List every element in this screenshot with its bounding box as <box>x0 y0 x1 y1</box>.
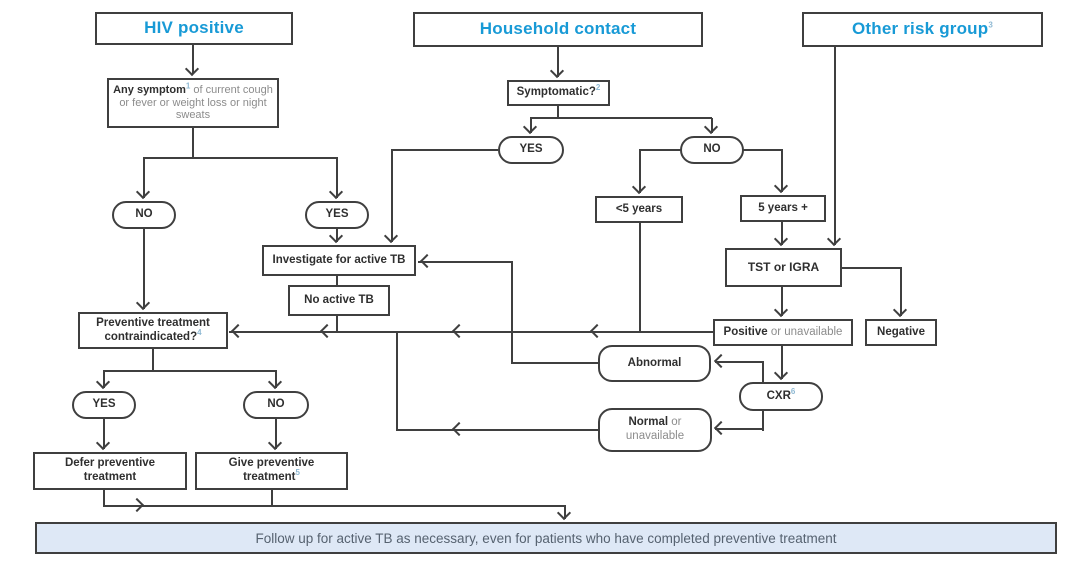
node-tst-or-igra <box>725 248 842 287</box>
node-investigate-active-tb <box>262 245 416 276</box>
arrowhead <box>268 436 282 450</box>
footnote-3: 3 <box>988 20 994 30</box>
household-contact-label: Household contact <box>479 19 637 39</box>
arrowhead <box>320 324 334 338</box>
connector-line <box>511 261 513 364</box>
5-years-plus-label: 5 years + <box>758 201 808 214</box>
node-hiv-positive <box>95 12 293 45</box>
connector-line <box>639 149 681 151</box>
connector-line <box>530 117 712 119</box>
any-symptom-label: Any symptom$^1$ of current cough or fever or weight loss or night sweats <box>113 80 273 122</box>
node-normal-or-unavailable <box>598 408 712 452</box>
connector-line <box>396 331 398 431</box>
investigate-label: Investigate for active TB <box>272 253 406 266</box>
arrowhead <box>557 506 571 520</box>
connector-line <box>143 157 338 159</box>
under-5-years-label: <5 years <box>615 202 663 215</box>
arrowhead <box>185 62 199 76</box>
arrowhead <box>893 303 907 317</box>
arrowhead <box>632 180 646 194</box>
no-label: NO <box>267 398 285 411</box>
yes-label: YES <box>325 208 349 221</box>
arrowhead <box>827 232 841 246</box>
normal-label: Normal or unavailable <box>625 416 685 442</box>
arrowhead <box>136 296 150 310</box>
arrowhead <box>96 375 110 389</box>
node-other-risk-group <box>802 12 1043 47</box>
arrowhead <box>384 229 398 243</box>
connector-line <box>762 361 764 383</box>
no-active-tb-label: No active TB <box>304 293 374 306</box>
arrowhead <box>130 498 144 512</box>
arrowhead <box>774 366 788 380</box>
arrowhead <box>714 421 728 435</box>
node-no-contraindicated <box>243 391 309 419</box>
arrowhead <box>96 436 110 450</box>
node-yes-symptomatic <box>498 136 564 164</box>
arrowhead <box>774 179 788 193</box>
node-under-5-years <box>595 196 683 223</box>
footnote-6: 6 <box>790 386 796 396</box>
node-no-symptomatic <box>680 136 744 164</box>
hiv-positive-label: HIV positive <box>144 18 244 38</box>
node-household-contact <box>413 12 703 47</box>
no-label: NO <box>703 143 721 156</box>
give-treatment-label: Give preventive treatment$^5$ <box>228 457 315 483</box>
connector-line <box>834 47 836 245</box>
contraindicated-label: Preventive treatment contraindicated?$^4$ <box>96 316 210 343</box>
arrowhead <box>714 354 728 368</box>
arrowhead <box>268 375 282 389</box>
cxr-label: CXR$^6$ <box>766 386 796 402</box>
arrowhead <box>590 324 604 338</box>
connector-line <box>391 150 393 242</box>
arrowhead <box>420 254 434 268</box>
no-label: NO <box>135 208 153 221</box>
defer-treatment-label: Defer preventive treatment <box>64 457 156 483</box>
node-abnormal <box>598 345 711 382</box>
negative-label: Negative <box>877 325 925 338</box>
node-preventive-contraindicated <box>78 312 228 349</box>
arrowhead <box>523 120 537 134</box>
symptomatic-label: Symptomatic?$^2$ <box>516 83 601 99</box>
connector-line <box>229 331 713 333</box>
arrowhead <box>452 422 466 436</box>
arrowhead <box>329 229 343 243</box>
yes-label: YES <box>519 143 543 156</box>
footnote-5: 5 <box>295 468 300 478</box>
node-defer-treatment <box>33 452 187 490</box>
yes-label: YES <box>92 398 116 411</box>
arrowhead <box>550 64 564 78</box>
arrowhead <box>704 120 718 134</box>
connector-line <box>103 505 566 507</box>
footnote-2: 2 <box>595 83 601 93</box>
node-cxr <box>739 382 823 411</box>
footnote-4: 4 <box>197 327 202 337</box>
connector-line <box>192 128 194 158</box>
connector-line <box>511 362 599 364</box>
node-positive-or-unavailable <box>713 319 853 346</box>
other-risk-group-label: Other risk group$^3$ <box>851 19 994 39</box>
node-5-years-plus <box>740 195 826 222</box>
tst-or-igra-label: TST or IGRA <box>747 260 820 275</box>
node-no-symptom-hiv <box>112 201 176 229</box>
node-give-treatment <box>195 452 348 490</box>
connector-line <box>396 429 599 431</box>
footer-text: Follow up for active TB as necessary, even for patients who have completed preventive treatment <box>255 530 837 546</box>
connector-line <box>103 370 276 372</box>
connector-line <box>152 349 154 372</box>
arrowhead <box>136 185 150 199</box>
node-symptomatic <box>507 80 610 106</box>
arrowhead <box>329 185 343 199</box>
node-yes-symptom-hiv <box>305 201 369 229</box>
abnormal-label: Abnormal <box>627 356 682 369</box>
node-no-active-tb <box>288 285 390 316</box>
connector-line <box>639 223 641 333</box>
arrowhead <box>231 324 245 338</box>
positive-label: Positive or unavailable <box>723 325 843 338</box>
node-any-symptom <box>107 78 279 128</box>
connector-line <box>842 267 901 269</box>
arrowhead <box>774 303 788 317</box>
node-negative <box>865 319 937 346</box>
footer-bar <box>35 522 1057 554</box>
node-yes-contraindicated <box>72 391 136 419</box>
arrowhead <box>774 232 788 246</box>
connector-line <box>391 149 498 151</box>
arrowhead <box>452 324 466 338</box>
connector-line <box>743 149 783 151</box>
footnote-1: 1 <box>185 80 191 90</box>
